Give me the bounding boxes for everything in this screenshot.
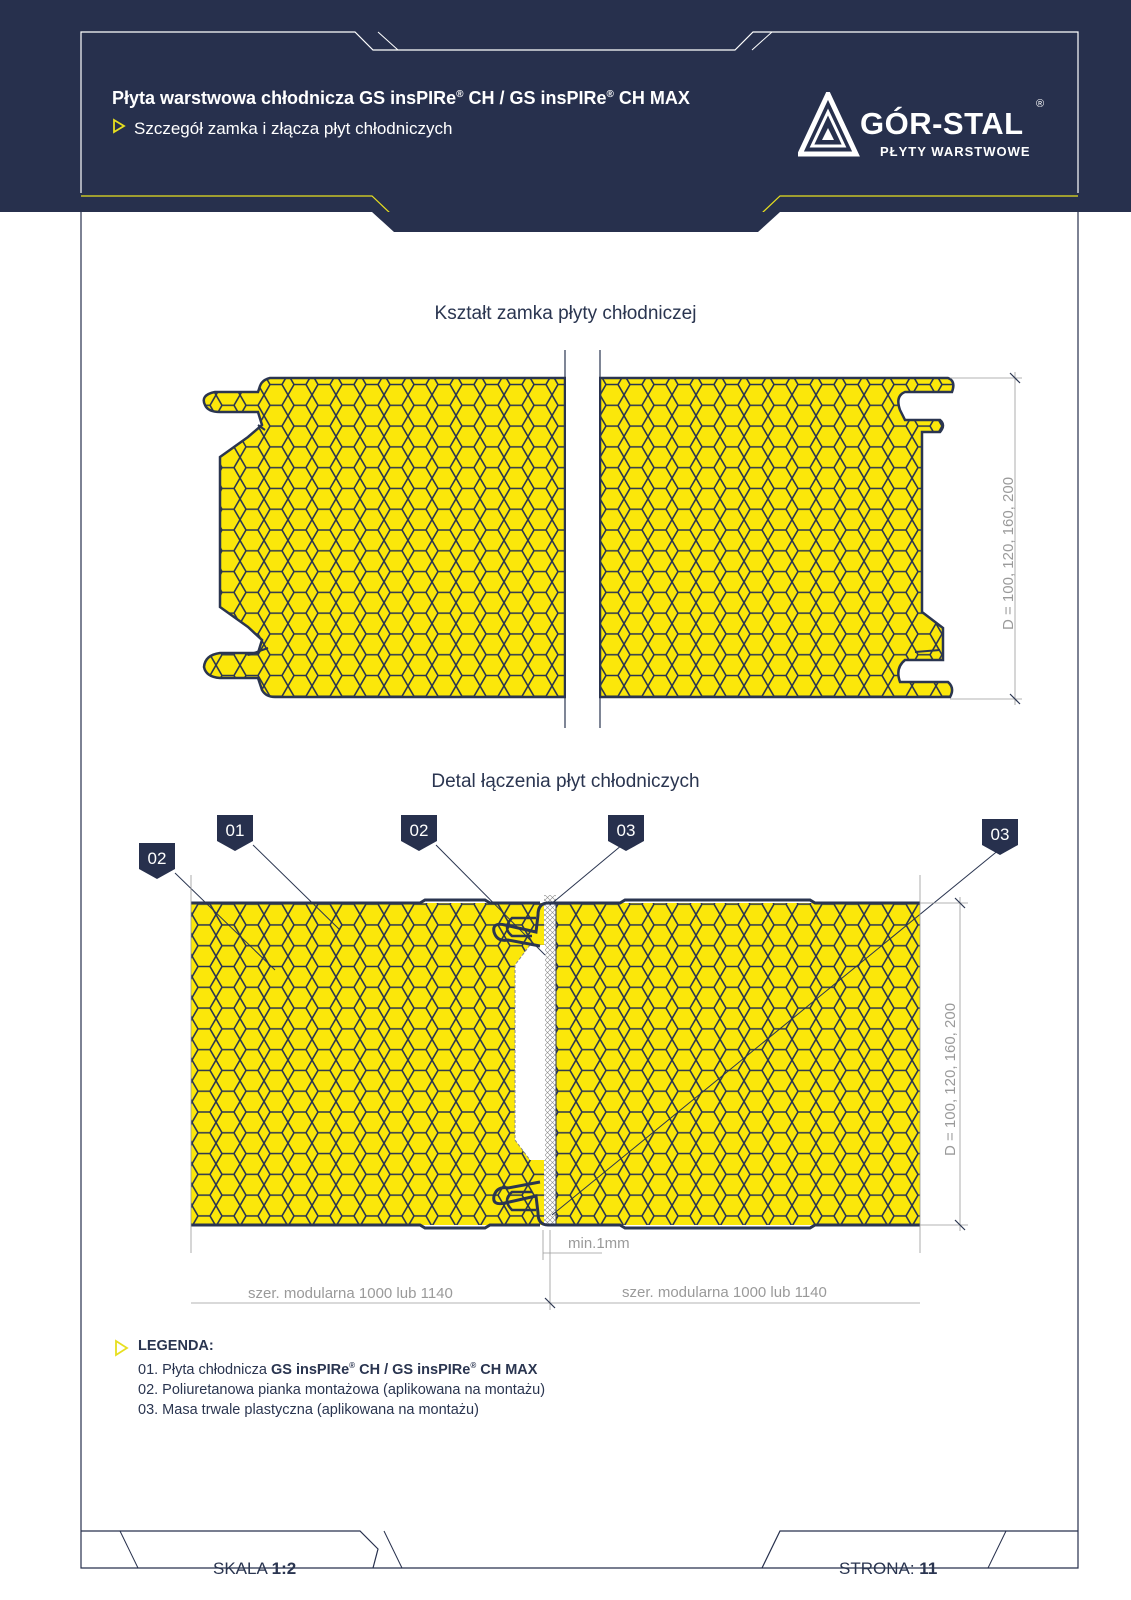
logo-tagline: PŁYTY WARSTWOWE xyxy=(880,144,1031,159)
legend-item-01-suffix: CH MAX xyxy=(476,1361,538,1378)
scale-value: 1:2 xyxy=(271,1559,297,1578)
product-name-a: GS insPIRe xyxy=(359,88,457,108)
page-number: 11 xyxy=(919,1559,938,1578)
legend-item-02: 02. Poliuretanowa pianka montażowa (aplikowana na montażu) xyxy=(138,1381,546,1398)
section-title-joint-detail: Detal łączenia płyt chłodniczych xyxy=(431,771,700,792)
callout-01 xyxy=(217,815,253,851)
callout-02-left xyxy=(139,843,175,879)
scale-label: SKALA xyxy=(213,1559,267,1578)
page-label: STRONA: xyxy=(839,1559,915,1578)
callout-label: 03 xyxy=(616,821,636,840)
callout-02-center xyxy=(401,815,437,851)
modular-width-right: szer. modularna 1000 lub 1140 xyxy=(622,1284,827,1301)
callout-label: 02 xyxy=(147,849,167,868)
title-suffix: CH MAX xyxy=(613,88,690,108)
thickness-label-top: D = 100, 120, 160, 200 xyxy=(1000,476,1017,630)
legend-item-01-product: GS insPIRe xyxy=(271,1361,350,1378)
legend-heading: LEGENDA: xyxy=(138,1338,214,1354)
min-gap-label: min.1mm xyxy=(568,1235,630,1252)
callout-label: 03 xyxy=(990,825,1010,844)
legend xyxy=(118,1336,545,1420)
legend-item-03: 03. Masa trwale plastyczna (aplikowana na montażu) xyxy=(138,1401,479,1418)
callout-label: 01 xyxy=(225,821,245,840)
scale-indicator xyxy=(213,1559,296,1579)
logo-registered-mark: ® xyxy=(1036,98,1045,110)
registered-mark: ® xyxy=(456,89,464,100)
callout-03-right xyxy=(982,819,1018,855)
thickness-label-bottom: D = 100, 120, 160, 200 xyxy=(942,1002,959,1156)
registered-mark: ® xyxy=(349,1361,356,1370)
registered-mark: ® xyxy=(606,89,614,100)
title-separator: CH / xyxy=(463,88,510,108)
product-name-b: GS insPIRe xyxy=(509,88,607,108)
callout-03-center xyxy=(608,815,644,851)
legend-item-01-prefix: 01. Płyta chłodnicza xyxy=(138,1361,271,1378)
registered-mark: ® xyxy=(470,1361,477,1370)
legend-item-01 xyxy=(138,1356,545,1380)
callout-label: 02 xyxy=(409,821,429,840)
legend-item-01-sep: CH / GS insPIRe xyxy=(355,1361,471,1378)
modular-width-left: szer. modularna 1000 lub 1140 xyxy=(248,1285,453,1302)
section-title-lock-shape: Kształt zamka płyty chłodniczej xyxy=(434,303,697,324)
title-prefix: Płyta warstwowa chłodnicza xyxy=(112,88,360,108)
page-indicator xyxy=(839,1559,937,1579)
subtitle-text: Szczegół zamka i złącza płyt chłodniczych xyxy=(134,119,453,138)
logo-name: GÓR-STAL xyxy=(860,106,1024,141)
